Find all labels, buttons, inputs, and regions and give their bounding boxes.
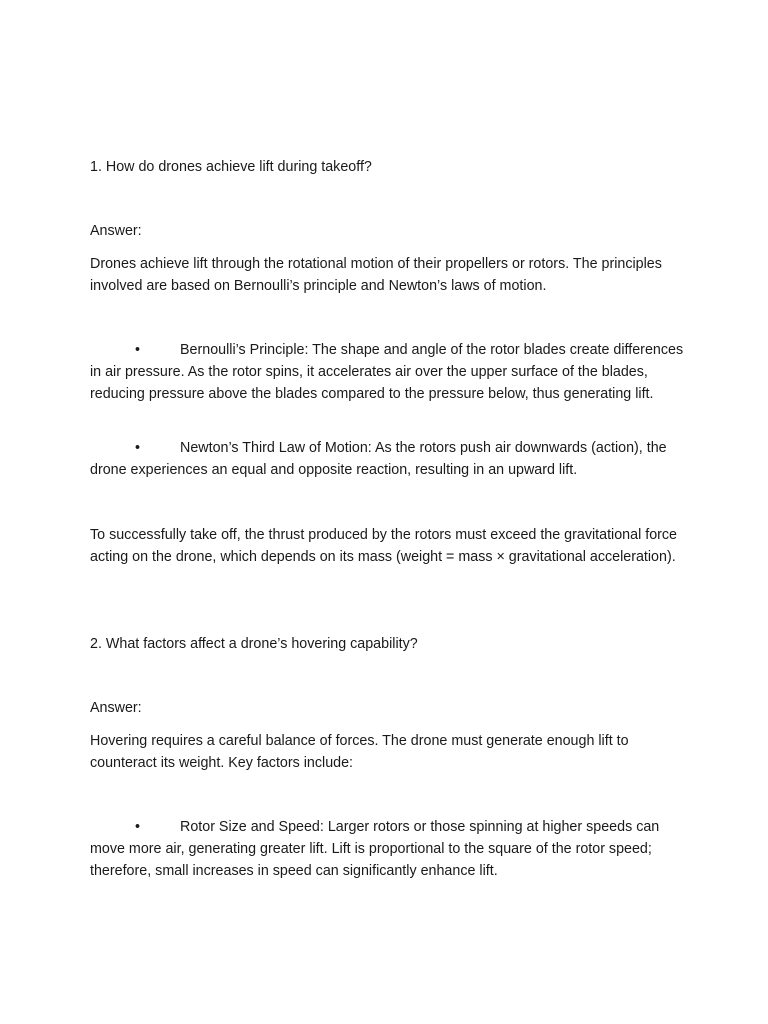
document-page xyxy=(90,0,690,1024)
answer-1-intro: Drones achieve lift through the rotational motion of their propellers or rotors. The principles involved are based on Bernoulli’s principle and Newton’s laws of motion. xyxy=(90,256,662,294)
bullet-marker: • xyxy=(135,819,141,835)
q1-bullet-1 xyxy=(90,339,686,405)
q1-bullet-1-text: Bernoulli’s Principle: The shape and angle of the rotor blades create differences in air pressure. As the rotor spins, it accelerates air over the upper surface of the blades, reducing pressure above the blades compared to the pressure below, thus generating lift. xyxy=(90,342,684,402)
bullet-marker: • xyxy=(135,342,141,358)
answer-2-label: Answer: xyxy=(90,700,142,716)
question-2-heading: 2. What factors affect a drone’s hovering capability? xyxy=(90,636,418,652)
q1-bullet-2-text: Newton’s Third Law of Motion: As the rotors push air downwards (action), the drone experiences an equal and opposite reaction, resulting in an upward lift. xyxy=(90,440,667,478)
bullet-marker: • xyxy=(135,440,141,456)
q2-bullet-1-text: Rotor Size and Speed: Larger rotors or those spinning at higher speeds can move more air, generating greater lift. Lift is proportional to the square of the rotor speed; therefore, small increases in speed can significantly enhance lift. xyxy=(90,819,660,879)
answer-1-label: Answer: xyxy=(90,223,142,239)
answer-2-intro: Hovering requires a careful balance of forces. The drone must generate enough lift to counteract its weight. Key factors include: xyxy=(90,733,629,771)
q2-bullet-1 xyxy=(90,816,686,882)
q1-bullet-2 xyxy=(90,437,686,481)
question-1-heading: 1. How do drones achieve lift during takeoff? xyxy=(90,159,372,175)
answer-1-conclusion: To successfully take off, the thrust produced by the rotors must exceed the gravitational force acting on the drone, which depends on its mass (weight = mass × gravitational acceleration). xyxy=(90,527,678,565)
